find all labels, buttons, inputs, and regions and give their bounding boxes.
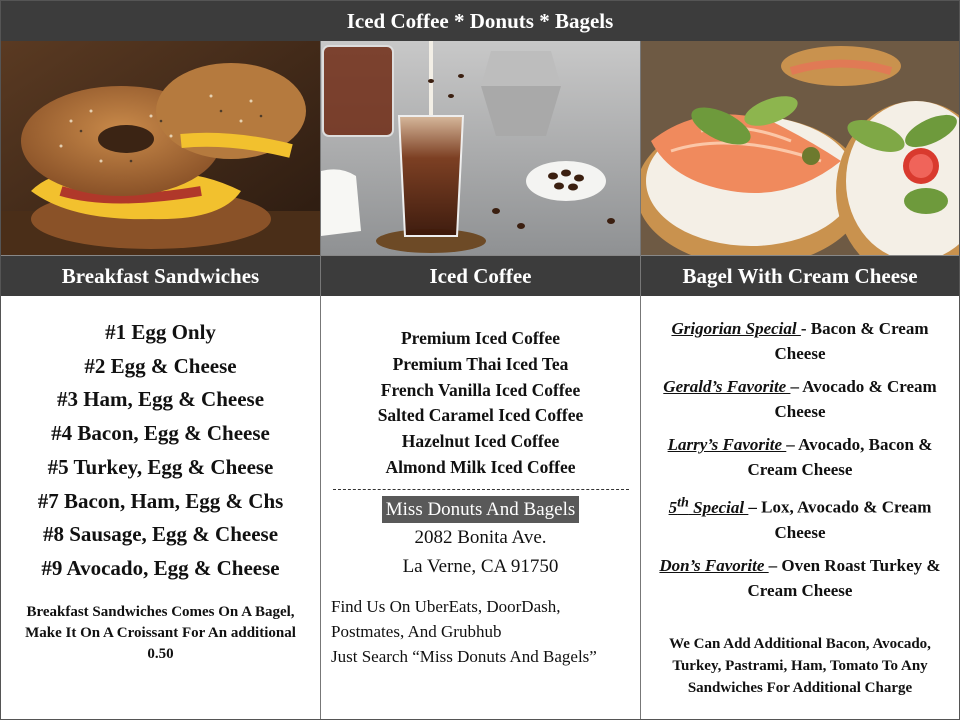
menu-item: #5 Turkey, Egg & Cheese [47, 454, 274, 479]
special-item [641, 316, 959, 366]
address-line-1: 2082 Bonita Ave. [414, 526, 547, 548]
menu-item: #1 Egg Only [105, 320, 216, 344]
add-ons-note: We Can Add Additional Bacon, Avocado, Turkey, Pastrami, Ham, Tomato To Any Sandwiches For Additional Charge [669, 635, 931, 696]
search-hint: Just Search “Miss Donuts And Bagels” [331, 646, 597, 666]
special-desc: – Oven Roast Turkey & Cream Cheese [747, 555, 941, 600]
menu-item: Salted Caramel Iced Coffee [377, 405, 584, 426]
menu-item: #4 Bacon, Egg & Cheese [51, 421, 270, 446]
special-item [641, 432, 959, 482]
header-breakfast-sandwiches: Breakfast Sandwiches [61, 263, 260, 288]
menu-item: French Vanilla Iced Coffee [380, 379, 581, 400]
delivery-services: Find Us On UberEats, DoorDash, Postmates, And Grubhub [331, 596, 561, 641]
menu-item: #9 Avocado, Egg & Cheese [41, 555, 280, 580]
menu-item: #2 Egg & Cheese [84, 353, 237, 378]
special-desc: – Avocado & Cream Cheese [774, 377, 937, 421]
special-number: 5 [668, 497, 678, 517]
header-bagel-cream-cheese: Bagel With Cream Cheese [682, 263, 918, 288]
breakfast-bagel-photo [1, 41, 320, 255]
special-item [641, 553, 959, 603]
breakfast-sandwiches-column [1, 296, 320, 719]
menu-item: Hazelnut Iced Coffee [401, 431, 560, 452]
special-item [641, 374, 959, 424]
special-name: Don’s Favorite [659, 555, 769, 575]
breakfast-note: Breakfast Sandwiches Comes On A Bagel, Make It On A Croissant For An additional 0.50 [25, 603, 296, 662]
menu-item: #7 Bacon, Ham, Egg & Chs [37, 488, 284, 513]
delivery-info [321, 594, 640, 669]
menu-item: Premium Thai Iced Tea [392, 353, 569, 374]
special-item [641, 490, 959, 545]
special-name: Larry’s Favorite [667, 435, 787, 454]
special-desc: - Bacon & Cream Cheese [774, 319, 929, 363]
special-ordinal: th [677, 494, 689, 510]
menu-item: #8 Sausage, Egg & Cheese [42, 522, 279, 547]
address-line-2: La Verne, CA 91750 [402, 555, 559, 577]
menu-item: Premium Iced Coffee [400, 328, 561, 348]
special-name [668, 494, 749, 517]
shop-name: Miss Donuts And Bagels [382, 496, 580, 523]
header-iced-coffee: Iced Coffee [429, 263, 532, 288]
special-name: Grigorian Special [671, 319, 801, 338]
iced-coffee-column [321, 296, 640, 719]
special-name-text: Special [688, 497, 749, 517]
lox-bagel-photo [641, 41, 959, 255]
iced-coffee-photo [321, 41, 640, 255]
cream-cheese-column [641, 296, 959, 719]
menu-item: Almond Milk Iced Coffee [385, 456, 576, 477]
special-desc: – Avocado, Bacon & Cream Cheese [747, 435, 933, 479]
dashed-divider [333, 489, 629, 490]
menu-item: #3 Ham, Egg & Cheese [56, 387, 265, 412]
special-name: Gerald’s Favorite [663, 377, 791, 396]
section-headers [1, 255, 959, 296]
special-desc: – Lox, Avocado & Cream Cheese [748, 497, 932, 542]
menu-title: Iced Coffee * Donuts * Bagels [1, 1, 959, 41]
